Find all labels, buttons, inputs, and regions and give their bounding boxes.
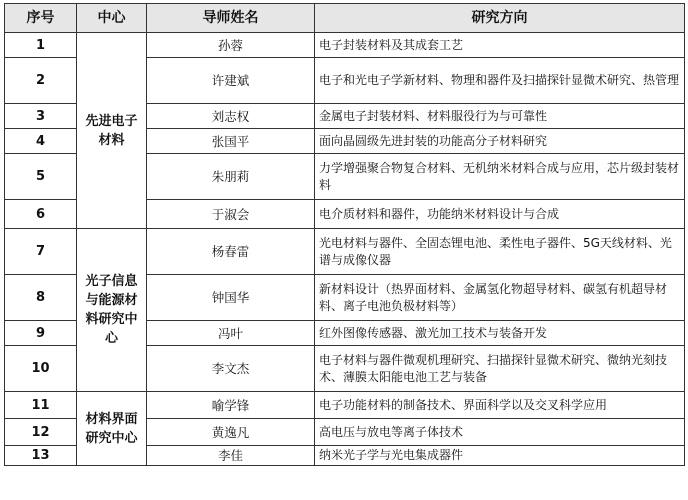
row-index: 10 bbox=[5, 346, 77, 392]
research-direction: 光电材料与器件、全固态锂电池、柔性电子器件、5G天线材料、光谱与成像仪器 bbox=[315, 229, 685, 275]
research-direction: 电子材料与器件微观机理研究、扫描探针显微术研究、微纳光刻技术、薄膜太阳能电池工艺与装备 bbox=[315, 346, 685, 392]
center-cell: 材料界面研究中心 bbox=[77, 392, 147, 466]
advisor-name: 冯叶 bbox=[147, 321, 315, 346]
row-index: 11 bbox=[5, 392, 77, 419]
research-direction: 高电压与放电等离子体技术 bbox=[315, 419, 685, 446]
row-index: 5 bbox=[5, 154, 77, 200]
advisor-name: 孙蓉 bbox=[147, 33, 315, 58]
row-index: 7 bbox=[5, 229, 77, 275]
advisor-table bbox=[4, 3, 685, 466]
advisor-name: 黄逸凡 bbox=[147, 419, 315, 446]
header-direction: 研究方向 bbox=[315, 4, 685, 33]
row-index: 9 bbox=[5, 321, 77, 346]
advisor-name: 李佳 bbox=[147, 446, 315, 466]
advisor-name: 喻学锋 bbox=[147, 392, 315, 419]
row-index: 8 bbox=[5, 275, 77, 321]
row-index: 2 bbox=[5, 58, 77, 104]
advisor-name: 于淑会 bbox=[147, 200, 315, 229]
row-index: 1 bbox=[5, 33, 77, 58]
research-direction: 纳米光子学与光电集成器件 bbox=[315, 446, 685, 466]
advisor-name: 许建斌 bbox=[147, 58, 315, 104]
center-cell: 光子信息与能源材料研究中心 bbox=[77, 229, 147, 392]
table-row bbox=[5, 392, 685, 419]
research-direction: 新材料设计（热界面材料、金属氢化物超导材料、碳氢有机超导材料、离子电池负极材料等） bbox=[315, 275, 685, 321]
header-advisor: 导师姓名 bbox=[147, 4, 315, 33]
research-direction: 红外图像传感器、激光加工技术与装备开发 bbox=[315, 321, 685, 346]
research-direction: 金属电子封装材料、材料服役行为与可靠性 bbox=[315, 104, 685, 129]
row-index: 3 bbox=[5, 104, 77, 129]
research-direction: 电子封装材料及其成套工艺 bbox=[315, 33, 685, 58]
research-direction: 电介质材料和器件，功能纳米材料设计与合成 bbox=[315, 200, 685, 229]
advisor-name: 李文杰 bbox=[147, 346, 315, 392]
header-center: 中心 bbox=[77, 4, 147, 33]
advisor-name: 张国平 bbox=[147, 129, 315, 154]
header-index: 序号 bbox=[5, 4, 77, 33]
research-direction: 电子功能材料的制备技术、界面科学以及交叉科学应用 bbox=[315, 392, 685, 419]
row-index: 4 bbox=[5, 129, 77, 154]
header-row bbox=[5, 4, 685, 33]
row-index: 13 bbox=[5, 446, 77, 466]
row-index: 6 bbox=[5, 200, 77, 229]
table-row bbox=[5, 33, 685, 58]
research-direction: 力学增强聚合物复合材料、无机纳米材料合成与应用，芯片级封装材料 bbox=[315, 154, 685, 200]
center-cell: 先进电子材料 bbox=[77, 33, 147, 229]
advisor-name: 朱朋莉 bbox=[147, 154, 315, 200]
table-row bbox=[5, 229, 685, 275]
research-direction: 面向晶圆级先进封装的功能高分子材料研究 bbox=[315, 129, 685, 154]
advisor-name: 刘志权 bbox=[147, 104, 315, 129]
advisor-name: 钟国华 bbox=[147, 275, 315, 321]
row-index: 12 bbox=[5, 419, 77, 446]
research-direction: 电子和光电子学新材料、物理和器件及扫描探针显微术研究、热管理 bbox=[315, 58, 685, 104]
advisor-name: 杨春雷 bbox=[147, 229, 315, 275]
